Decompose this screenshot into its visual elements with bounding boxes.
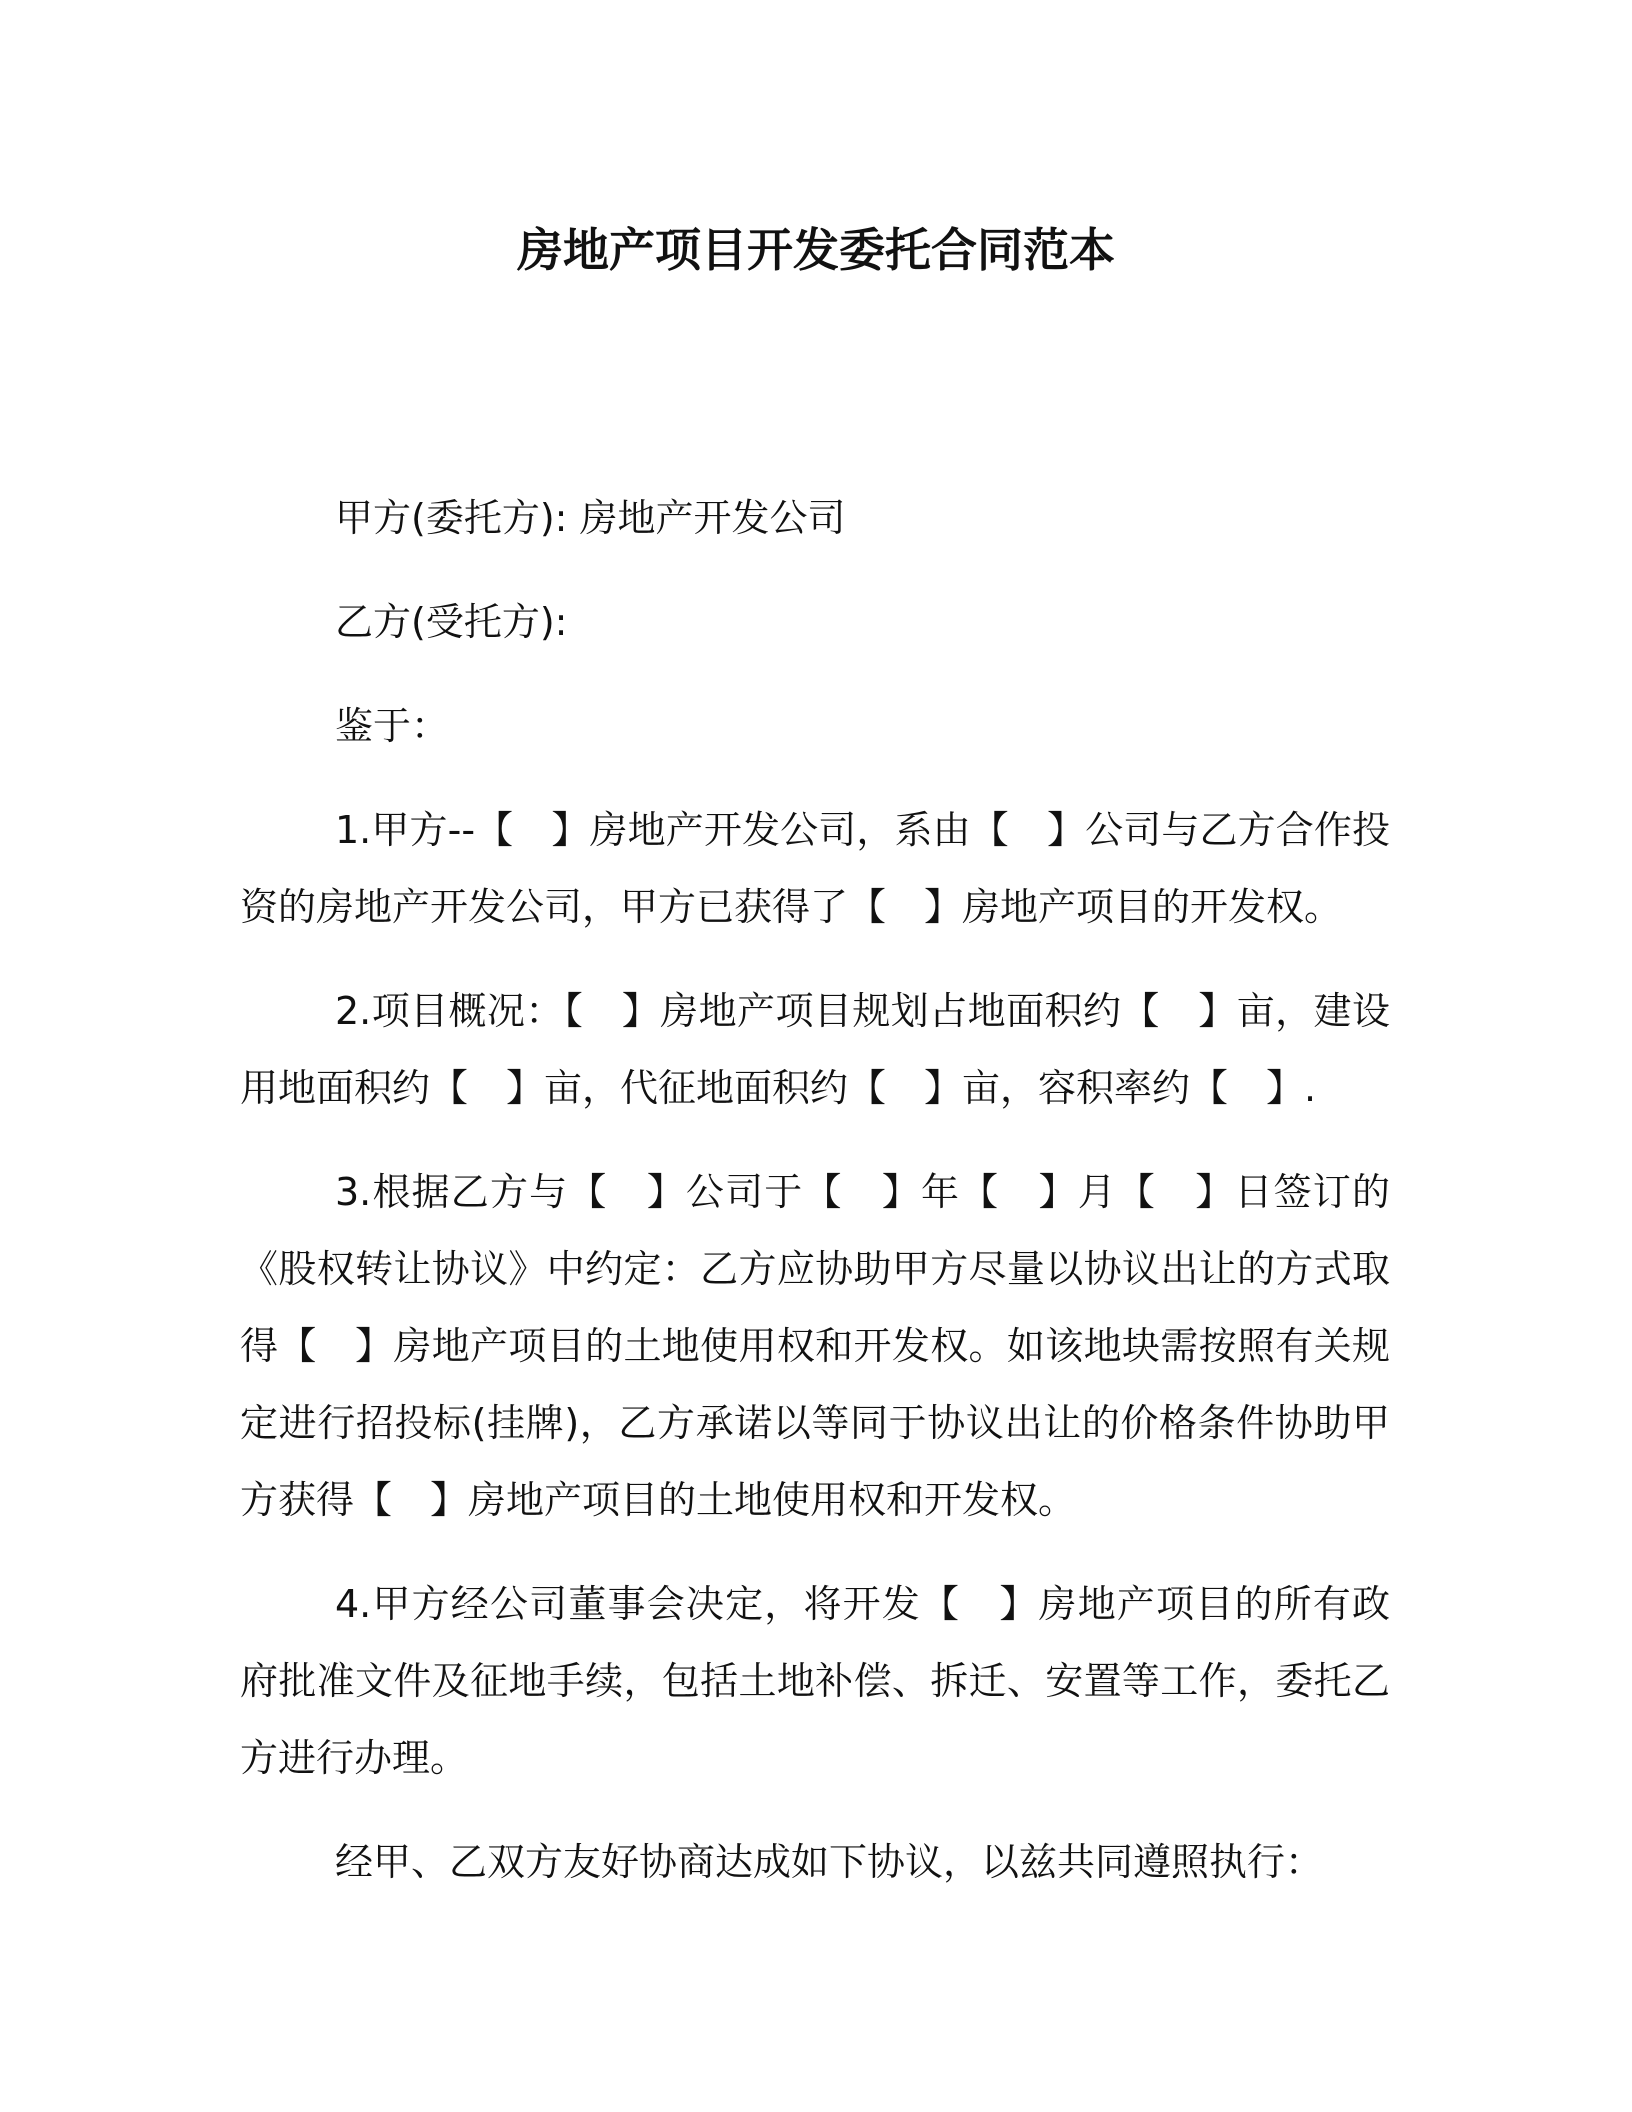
- clause-2: 2.项目概况：【 】房地产项目规划占地面积约【 】亩，建设用地面积约【 】亩，代征地面积约【 】亩，容积率约【 】.: [240, 989, 1390, 1110]
- whereas-heading: 鉴于：: [335, 704, 450, 748]
- clause-1: 1.甲方--【 】房地产开发公司，系由【 】公司与乙方合作投资的房地产开发公司，甲方已获得了【 】房地产项目的开发权。: [240, 808, 1390, 929]
- clause-3: 3.根据乙方与【 】公司于【 】年【 】月【 】日签订的《股权转让协议》中约定：乙方应协助甲方尽量以协议出让的方式取得【 】房地产项目的土地使用权和开发权。如该地块需按照有关规定进行招投标(挂牌)，乙方承诺以等同于协议出让的价格条件协助甲方获得【 】房地产项目的土地使用权和开发权。: [240, 1170, 1390, 1522]
- party-b-line: 乙方(受托方):: [335, 600, 568, 644]
- document-title: 房地产项目开发委托合同范本: [517, 223, 1115, 277]
- clause-4: 4.甲方经公司董事会决定，将开发【 】房地产项目的所有政府批准文件及征地手续，包括土地补偿、拆迁、安置等工作，委托乙方进行办理。: [240, 1582, 1390, 1780]
- document-body: [240, 480, 1390, 1901]
- party-a-line: 甲方(委托方): 房地产开发公司: [335, 496, 846, 540]
- agreement-intro: 经甲、乙双方友好协商达成如下协议，以兹共同遵照执行：: [335, 1840, 1324, 1884]
